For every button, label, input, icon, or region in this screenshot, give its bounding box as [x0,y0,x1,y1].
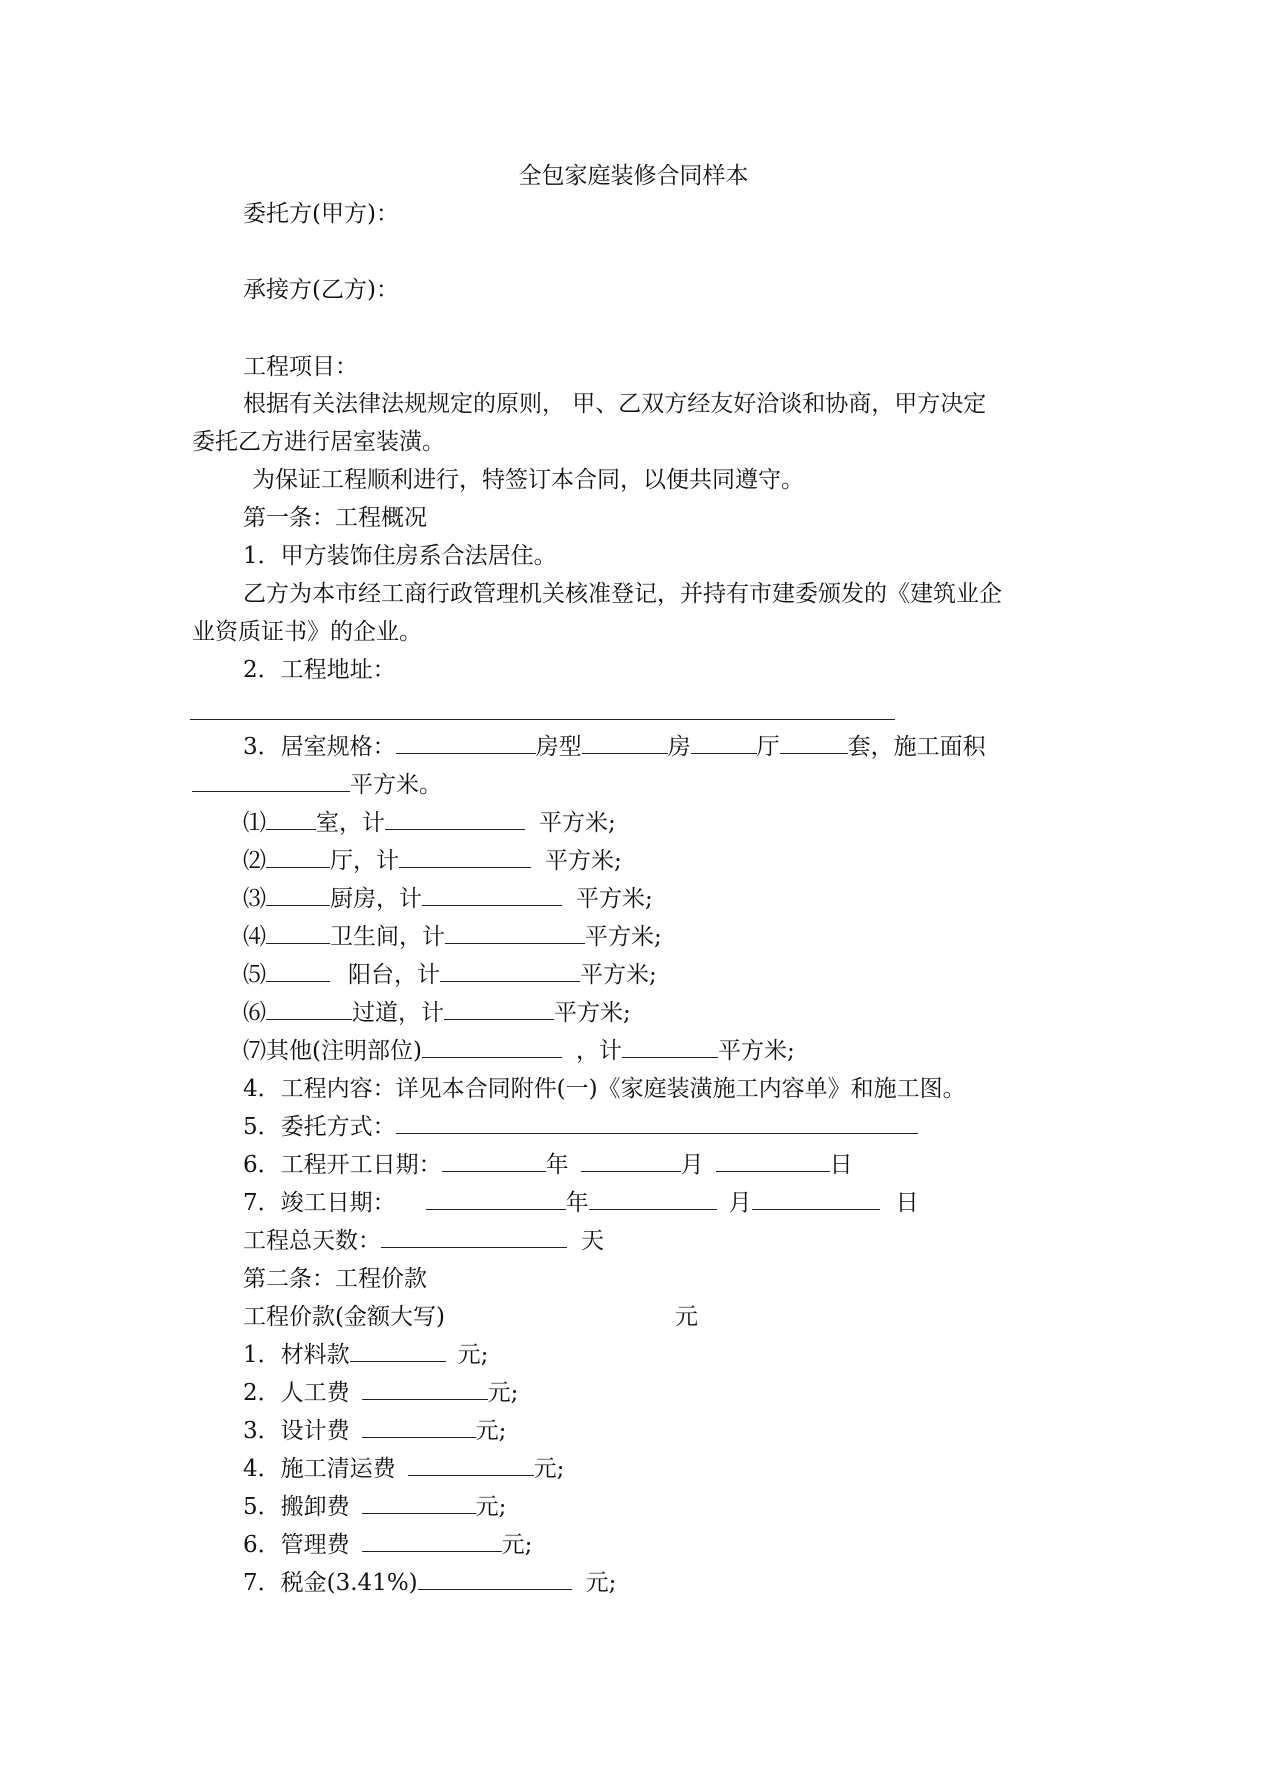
fee-item-2 [243,1378,518,1408]
article-1-item-2: 2．工程地址： [243,657,396,683]
start-month-label: 月 [680,1152,704,1178]
article-1-item-5 [243,1112,918,1142]
hall-label: 厅 [756,734,780,760]
room-area-blank [385,809,525,830]
delegation-label: 5．委托方式： [243,1114,396,1140]
fee-item-1 [243,1340,488,1370]
end-day-label: 日 [895,1190,919,1216]
room-item-unit: 平方米; [580,962,657,988]
fee-blank [418,1569,572,1590]
room-item-unit: 平方米; [539,810,616,836]
room-item-number: ⑵ [243,848,266,874]
start-date-label: 6．工程开工日期： [243,1152,442,1178]
room-item-name: 阳台，计 [348,962,440,988]
room-item-5 [243,960,657,990]
fee-label: 1．材料款 [243,1342,350,1368]
room-item-name: 厅，计 [330,848,399,874]
room-item-2 [243,846,622,876]
price-unit: 元 [674,1304,698,1330]
fee-label: 7．税金(3.41%) [243,1570,418,1596]
article-2-heading: 第二条：工程价款 [243,1266,427,1292]
room-item-number: ⑺ [243,1038,266,1064]
price-label: 工程价款(金额大写) [243,1304,445,1330]
fee-item-3 [243,1416,506,1446]
delegation-blank [396,1113,918,1134]
room-item-unit: 平方米; [717,1038,795,1064]
end-date-label: 7．竣工日期： [243,1190,396,1216]
end-day-blank [752,1189,880,1210]
room-item-unit: 平方米; [576,886,653,912]
fee-blank [408,1455,534,1476]
room-item-number: ⑶ [243,886,266,912]
room-area-blank [422,885,562,906]
room-name-blank [266,885,330,906]
room-type-label: 房型 [535,734,582,760]
fee-label: 2．人工费 [243,1380,350,1406]
intro-line-1: 根据有关法律法规规定的原则， 甲、乙双方经友好洽谈和协商，甲方决定 [243,391,987,417]
intro-line-3: 为保证工程顺利进行，特签订本合同，以便共同遵守。 [252,467,804,493]
room-item-number: ⑷ [243,924,266,950]
start-year-label: 年 [545,1152,569,1178]
total-days-blank [381,1227,567,1248]
start-year-blank [442,1151,546,1172]
cert-line-2: 业资质证书》的企业。 [192,619,422,645]
start-day-label: 日 [829,1152,853,1178]
party-b-label: 承接方(乙方)： [243,277,399,303]
end-month-label: 月 [728,1190,752,1216]
room-area-blank [399,847,531,868]
fee-unit: 元; [533,1456,565,1482]
room-item-6 [243,998,631,1028]
total-days-line [243,1226,604,1256]
fee-unit: 元; [475,1418,507,1444]
end-month-blank [589,1189,717,1210]
total-area-unit: 平方米。 [350,772,442,798]
article-1-heading: 第一条：工程概况 [243,505,427,531]
room-name-blank [266,923,330,944]
room-name-blank [266,809,316,830]
room-item-unit: 平方米; [545,848,622,874]
room-item-number: ⑹ [243,1000,266,1026]
room-item-unit: 平方米; [554,1000,631,1026]
fee-blank [350,1341,446,1362]
room-item-number: ⑸ [243,962,266,988]
room-area-blank [622,1037,718,1058]
fee-item-5 [243,1492,506,1522]
project-label: 工程项目： [243,354,358,380]
room-spec-blank [396,733,536,754]
room-item-name: 卫生间，计 [330,924,445,950]
cert-line-1: 乙方为本市经工商行政管理机关核准登记，并持有市建委颁发的《建筑业企 [243,581,1002,607]
start-date-line [243,1150,853,1180]
article-1-item-1: 1．甲方装饰住房系合法居住。 [243,543,557,569]
room-item-name: 室，计 [316,810,385,836]
room-name-blank [266,999,352,1020]
fee-label: 4．施工清运费 [243,1456,396,1482]
room-item-name: 过道，计 [352,1000,444,1026]
fee-blank [362,1493,476,1514]
fee-unit: 元; [585,1570,617,1596]
fee-blank [362,1379,488,1400]
end-year-label: 年 [565,1190,589,1216]
total-days-label: 工程总天数： [243,1228,381,1254]
address-blank-line [190,719,895,720]
total-days-unit: 天 [581,1228,604,1254]
end-year-blank [426,1189,566,1210]
room-spec-prefix: 3．居室规格： [243,734,396,760]
other-part-blank [422,1037,562,1058]
article-1-item-4: 4．工程内容：详见本合同附件(一)《家庭装潢施工内容单》和施工图。 [243,1076,966,1102]
fee-item-7 [243,1568,616,1598]
room-item-unit: 平方米; [585,924,662,950]
room-item-name: 其他(注明部位) [266,1038,422,1064]
fee-label: 5．搬卸费 [243,1494,350,1520]
document-title: 全包家庭装修合同样本 [518,163,749,189]
room-label: 房 [667,734,691,760]
room-area-blank [440,961,580,982]
end-date-line [243,1188,919,1218]
room-area-blank [444,999,554,1020]
fee-item-4 [243,1454,564,1484]
room-name-blank [266,961,330,982]
room-count-blank [691,733,757,754]
room-spec-area-line [192,770,442,800]
intro-line-2: 委托乙方进行居室装潢。 [192,429,445,455]
party-a-label: 委托方(甲方)： [243,201,399,227]
hall-count-blank [780,733,848,754]
room-item-3 [243,884,653,914]
fee-unit: 元; [475,1494,507,1520]
start-month-blank [581,1151,681,1172]
room-item-mid: ，计 [575,1038,622,1064]
fee-item-6 [243,1530,532,1560]
fee-label: 3．设计费 [243,1418,350,1444]
room-type-blank [582,733,668,754]
room-item-1 [243,808,616,838]
room-item-7 [243,1036,795,1066]
suite-area-label: 套，施工面积 [847,734,986,760]
total-area-blank [192,771,350,792]
fee-blank [362,1417,476,1438]
price-line [243,1302,698,1332]
room-item-number: ⑴ [243,810,266,836]
fee-unit: 元; [457,1342,489,1368]
room-item-4 [243,922,662,952]
room-item-name: 厨房，计 [330,886,422,912]
fee-unit: 元; [487,1380,519,1406]
fee-unit: 元; [501,1532,533,1558]
room-area-blank [445,923,585,944]
start-day-blank [716,1151,830,1172]
fee-blank [362,1531,502,1552]
room-spec-line [243,732,986,762]
room-name-blank [266,847,330,868]
fee-label: 6．管理费 [243,1532,350,1558]
